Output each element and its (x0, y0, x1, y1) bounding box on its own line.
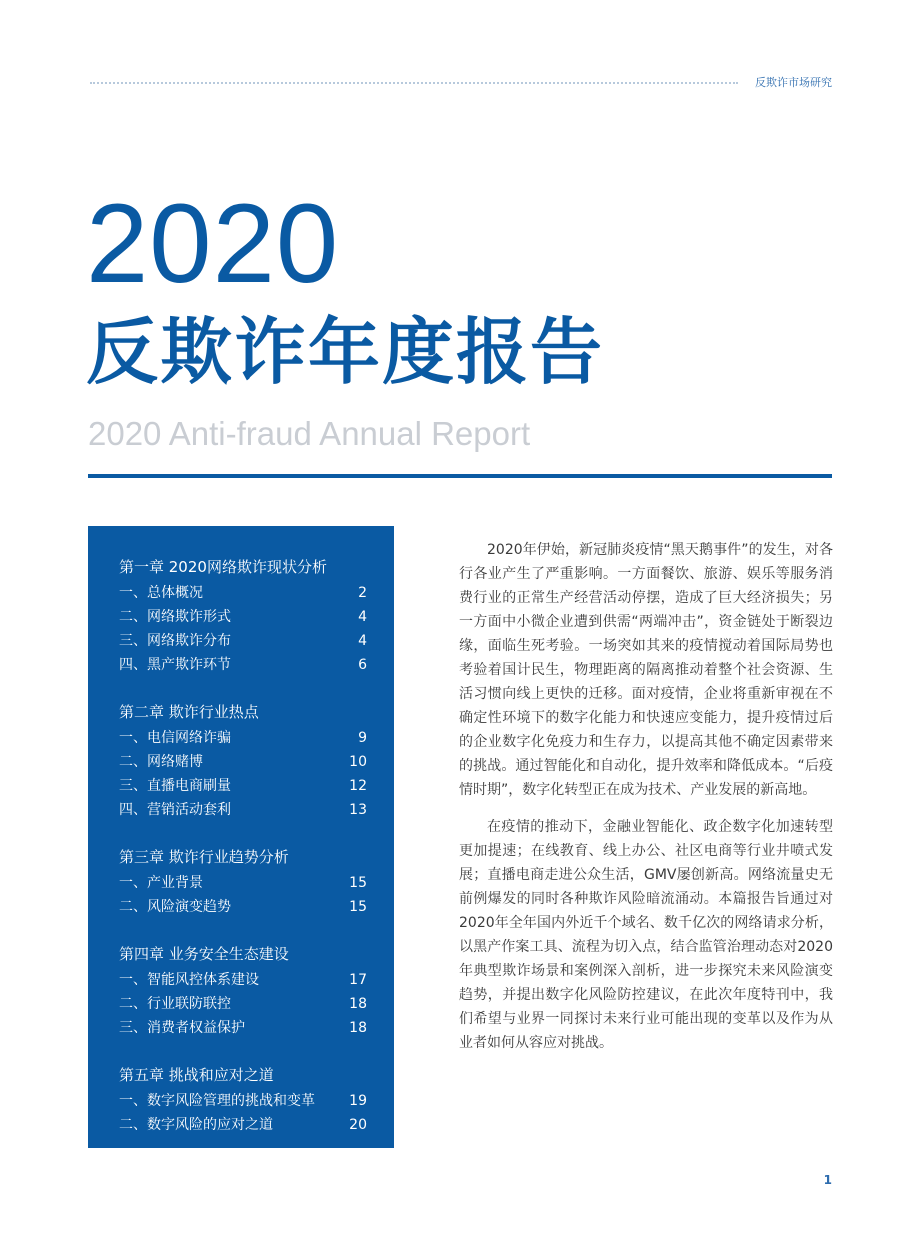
toc-chapter-3 (119, 846, 367, 919)
entry-page: 10 (349, 754, 367, 770)
entry-page: 15 (349, 899, 367, 915)
chapter-title: 第一章 2020网络欺诈现状分析 (119, 558, 327, 576)
toc-entry[interactable] (119, 871, 367, 895)
running-header: 反欺诈市场研究 (755, 76, 832, 89)
entry-label: 一、总体概况 (119, 585, 203, 601)
entry-label: 一、数字风险管理的挑战和变革 (119, 1093, 315, 1109)
entry-page: 17 (349, 972, 367, 988)
toc-entry[interactable] (119, 629, 367, 653)
entry-page: 4 (358, 633, 367, 649)
entry-label: 一、产业背景 (119, 875, 203, 891)
title-chinese: 反欺诈年度报告 (86, 310, 605, 394)
entry-label: 二、网络赌博 (119, 754, 203, 770)
toc-entry[interactable] (119, 1113, 367, 1137)
toc-chapter-4 (119, 943, 367, 1040)
entry-page: 18 (349, 996, 367, 1012)
entry-label: 二、网络欺诈形式 (119, 609, 231, 625)
entry-page: 13 (349, 802, 367, 818)
toc-chapter-2 (119, 701, 367, 822)
entry-label: 三、网络欺诈分布 (119, 633, 231, 649)
chapter-title: 第五章 挑战和应对之道 (119, 1066, 274, 1084)
entry-page: 20 (349, 1117, 367, 1133)
title-english: 2020 Anti-fraud Annual Report (88, 415, 531, 452)
table-of-contents (88, 526, 394, 1148)
toc-entry[interactable] (119, 653, 367, 677)
entry-page: 15 (349, 875, 367, 891)
entry-label: 一、智能风控体系建设 (119, 972, 259, 988)
entry-label: 三、直播电商刷量 (119, 778, 231, 794)
toc-entry[interactable] (119, 968, 367, 992)
entry-page: 4 (358, 609, 367, 625)
entry-page: 12 (349, 778, 367, 794)
entry-page: 2 (358, 585, 367, 601)
entry-label: 二、数字风险的应对之道 (119, 1117, 273, 1133)
entry-label: 四、营销活动套利 (119, 802, 231, 818)
chapter-title: 第三章 欺诈行业趋势分析 (119, 848, 289, 866)
toc-entry[interactable] (119, 750, 367, 774)
chapter-title: 第二章 欺诈行业热点 (119, 703, 259, 721)
entry-page: 19 (349, 1093, 367, 1109)
toc-entry[interactable] (119, 992, 367, 1016)
toc-list (119, 556, 367, 1161)
header-dotted-rule (90, 82, 738, 84)
toc-entry[interactable] (119, 1016, 367, 1040)
entry-label: 二、风险演变趋势 (119, 899, 231, 915)
entry-label: 四、黑产欺诈环节 (119, 657, 231, 673)
toc-entry[interactable] (119, 895, 367, 919)
intro-paragraph-1: 2020年伊始，新冠肺炎疫情“黑天鹅事件”的发生，对各行各业产生了严重影响。一方面餐饮、旅游、娱乐等服务消费行业的正常生产经营活动停摆，造成了巨大经济损失；另一方面中小微企业遭到供需“两端冲击”，资金链处于断裂边缘，面临生死考验。一场突如其来的疫情搅动着国际局势也考验着国计民生，物理距离的隔离推动着整个社会资源、生活习惯向线上更快的迁移。面对疫情，企业将重新审视在不确定性环境下的数字化能力和快速应变能力，提升疫情过后的企业数字化免疫力和生存力，以提高其他不确定因素带来的挑战。通过智能化和自动化，提升效率和降低成本。“后疫情时期”，数字化转型正在成为技术、产业发展的新高地。 (459, 542, 833, 798)
toc-chapter-1 (119, 556, 367, 677)
page-number: 1 (823, 1173, 832, 1187)
toc-entry[interactable] (119, 1089, 367, 1113)
title-divider (88, 474, 832, 478)
entry-label: 三、消费者权益保护 (119, 1020, 245, 1036)
chapter-title: 第四章 业务安全生态建设 (119, 945, 289, 963)
toc-entry[interactable] (119, 726, 367, 750)
entry-page: 18 (349, 1020, 367, 1036)
entry-page: 6 (358, 657, 367, 673)
toc-entry[interactable] (119, 774, 367, 798)
toc-entry[interactable] (119, 798, 367, 822)
toc-entry[interactable] (119, 605, 367, 629)
intro-paragraph-2: 在疫情的推动下，金融业智能化、政企数字化加速转型更加提速；在线教育、线上办公、社区电商等行业井喷式发展；直播电商走进公众生活，GMV屡创新高。网络流量史无前例爆发的同时各种欺诈风险暗流涌动。本篇报告旨通过对2020年全年国内外近千个域名、数千亿次的网络请求分析，以黑产作案工具、流程为切入点，结合监管治理动态对2020年典型欺诈场景和案例深入剖析，进一步探究未来风险演变趋势，并提出数字化风险防控建议，在此次年度特刊中，我们希望与业界一同探讨未来行业可能出现的变革以及作为从业者如何从容应对挑战。 (459, 819, 833, 1051)
toc-entry[interactable] (119, 581, 367, 605)
title-year: 2020 (86, 181, 340, 306)
entry-label: 二、行业联防联控 (119, 996, 231, 1012)
toc-chapter-5 (119, 1064, 367, 1137)
entry-label: 一、电信网络诈骗 (119, 730, 231, 746)
intro-text (459, 538, 833, 1068)
entry-page: 9 (358, 730, 367, 746)
